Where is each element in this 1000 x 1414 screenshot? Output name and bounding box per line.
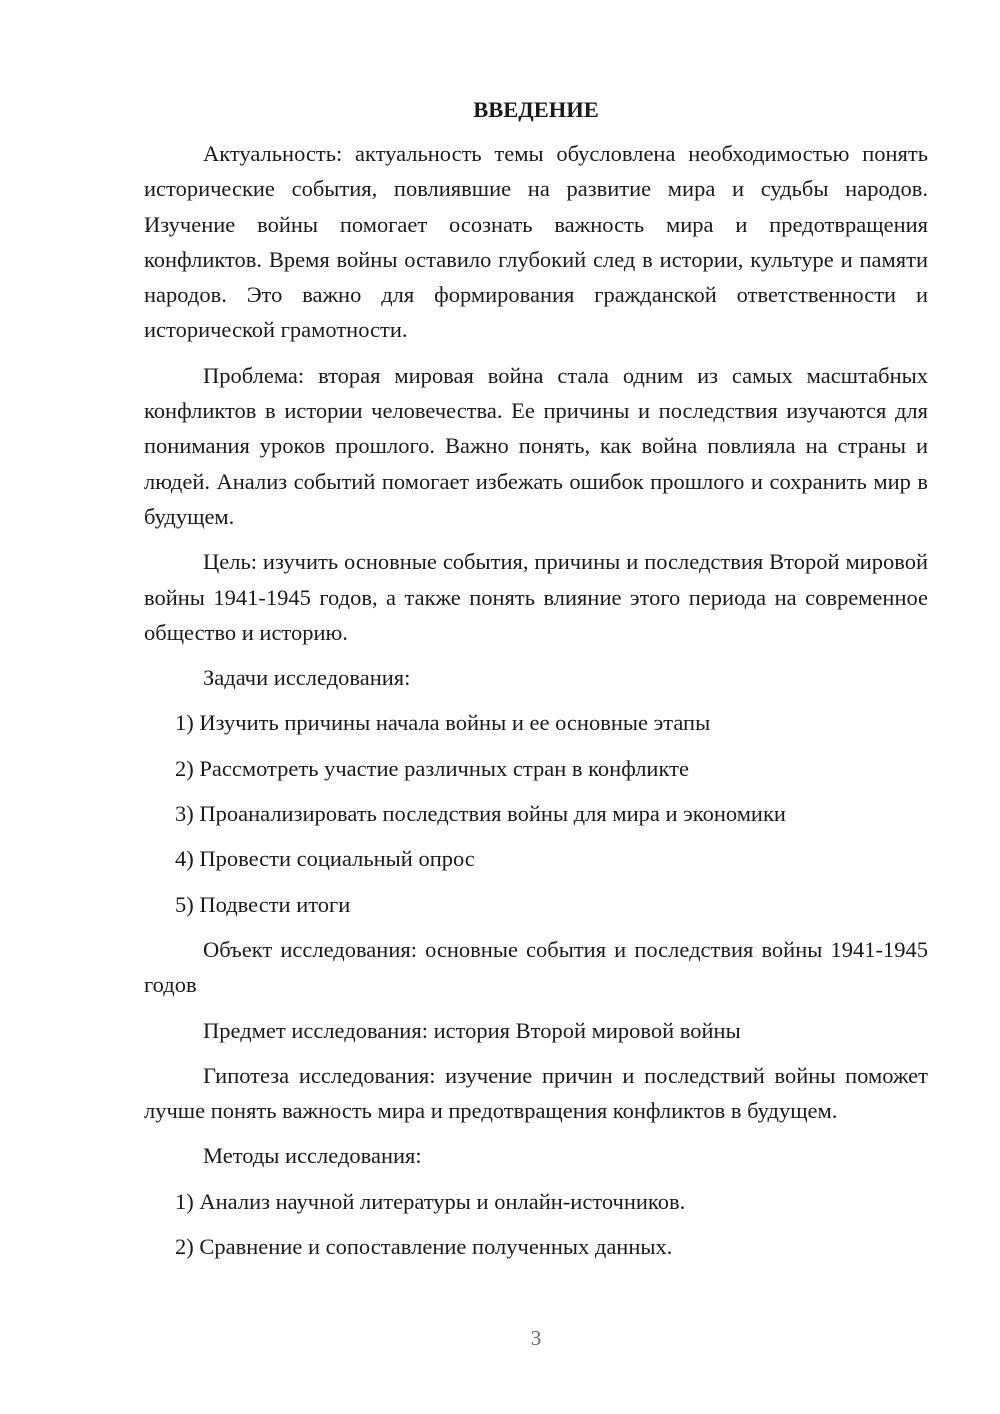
subject-paragraph: Предмет исследования: история Второй мировой войны: [203, 1017, 741, 1043]
task-item: 2) Рассмотреть участие различных стран в конфликте: [175, 755, 689, 781]
methods-heading: Методы исследования:: [203, 1143, 422, 1169]
tasks-heading: Задачи исследования:: [203, 665, 411, 691]
hypothesis-paragraph: Гипотеза исследования: изучение причин и последствий войны поможет лучше понять важность мира и предотвращения конфликтов в будущем.: [144, 1062, 928, 1124]
relevance-paragraph: Актуальность: актуальность темы обусловлена необходимостью понять исторические события, повлиявшие на развитие мира и судьбы народов. Изучение войны помогает осознать важность мира и предотвращения конфликтов. Время войны оставило глубокий след в истории, культуре и памяти народов. Это важно для формирования гражданской ответственности и исторической грамотности.: [144, 141, 928, 343]
object-paragraph: Объект исследования: основные события и последствия войны 1941-1945 годов: [144, 936, 928, 998]
method-item: 2) Сравнение и сопоставление полученных данных.: [175, 1234, 673, 1260]
page-number: 3: [530, 1326, 542, 1350]
page-content: [144, 95, 928, 1274]
goal-paragraph: Цель: изучить основные события, причины и последствия Второй мировой войны 1941-1945 годов, а также понять влияние этого периода на современное общество и историю.: [144, 549, 928, 645]
task-item: 1) Изучить причины начала войны и ее основные этапы: [175, 710, 711, 736]
task-item: 5) Подвести итоги: [175, 891, 351, 917]
task-item: 4) Провести социальный опрос: [175, 846, 475, 872]
problem-paragraph: Проблема: вторая мировая война стала одним из самых масштабных конфликтов в истории человечества. Ее причины и последствия изучаются для понимания уроков прошлого. Важно понять, как война повлияла на страны и людей. Анализ событий помогает избежать ошибок прошлого и сохранить мир в будущем.: [144, 362, 928, 529]
method-item: 1) Анализ научной литературы и онлайн-источников.: [175, 1188, 686, 1214]
task-item: 3) Проанализировать последствия войны для мира и экономики: [175, 801, 786, 827]
section-title: ВВЕДЕНИЕ: [473, 97, 599, 122]
